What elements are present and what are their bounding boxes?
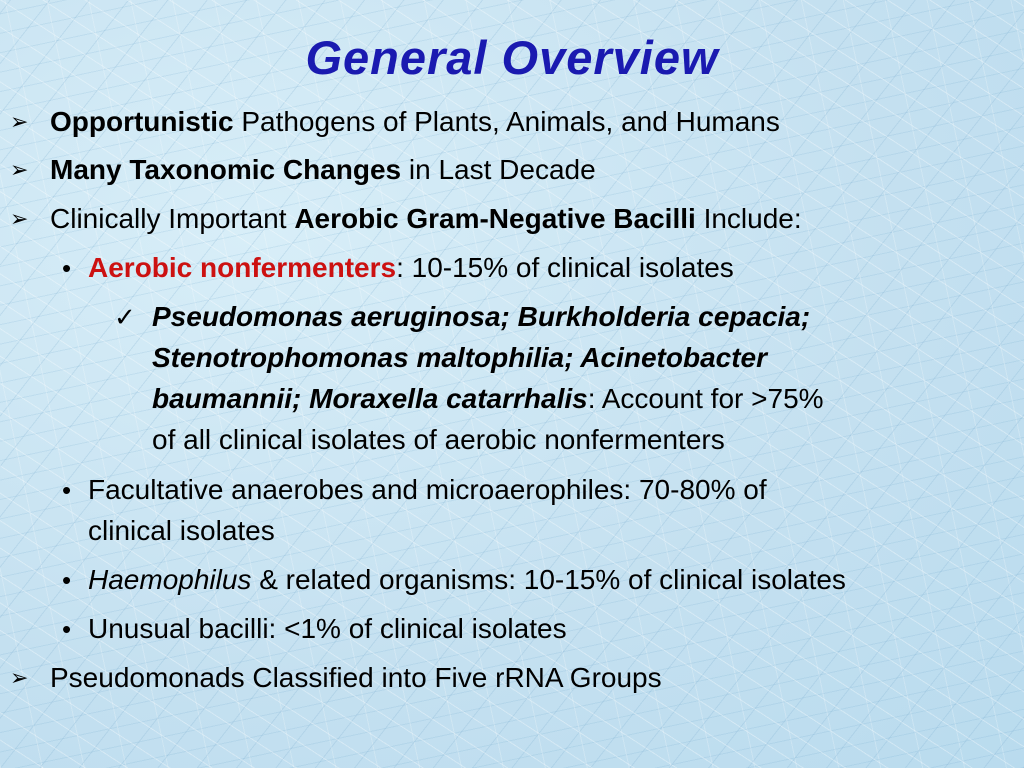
item-text: of all clinical isolates of aerobic nonfermenters xyxy=(152,424,725,455)
item-text: : Account for >75% xyxy=(587,383,824,414)
species-line: Pseudomonas aeruginosa; Burkholderia cepacia; xyxy=(152,301,811,332)
item-text: Include: xyxy=(695,203,802,234)
dot-bullet-icon: • xyxy=(62,475,72,505)
sub-item-unusual-bacilli xyxy=(62,609,567,649)
check-bullet-icon: ✓ xyxy=(114,302,136,332)
item-text: & related organisms: 10-15% of clinical isolates xyxy=(251,564,846,595)
sub-item-haemophilus xyxy=(62,560,846,600)
arrow-bullet-icon: ➢ xyxy=(10,206,29,231)
sub-item-facultative-anaerobes-cont xyxy=(88,511,275,551)
item-text: clinical isolates xyxy=(88,515,275,546)
item-text: : 10-15% of clinical isolates xyxy=(396,252,734,283)
item-bold-text: Aerobic Gram-Negative Bacilli xyxy=(294,203,696,234)
dot-bullet-icon: • xyxy=(62,614,72,644)
species-line-3 xyxy=(152,379,824,419)
arrow-bullet-icon: ➢ xyxy=(10,109,29,134)
dot-bullet-icon: • xyxy=(62,253,72,283)
item-text: Pseudomonads Classified into Five rRNA Groups xyxy=(50,662,662,693)
arrow-bullet-icon: ➢ xyxy=(10,665,29,690)
slide-title: General Overview xyxy=(305,31,719,84)
item-text: Pathogens of Plants, Animals, and Humans xyxy=(233,106,780,137)
bullet-item-clinically-important xyxy=(10,199,802,239)
item-bold-text: Many Taxonomic Changes xyxy=(50,154,402,185)
sub-item-aerobic-nonfermenters xyxy=(62,248,734,288)
bullet-item-opportunistic xyxy=(10,102,780,142)
item-text: in Last Decade xyxy=(401,154,596,185)
species-line: baumannii; Moraxella catarrhalis xyxy=(152,383,588,414)
item-text: Clinically Important xyxy=(50,203,295,234)
species-line: Stenotrophomonas maltophilia; Acinetobacter xyxy=(152,342,768,373)
species-item xyxy=(114,297,811,337)
item-bold-text: Opportunistic xyxy=(50,106,234,137)
item-text: Facultative anaerobes and microaerophiles: 70-80% of xyxy=(88,474,767,505)
item-text: Unusual bacilli: <1% of clinical isolates xyxy=(88,613,567,644)
species-line-2 xyxy=(152,338,767,378)
arrow-bullet-icon: ➢ xyxy=(10,157,29,182)
sub-item-facultative-anaerobes xyxy=(62,470,767,510)
bullet-item-taxonomic-changes xyxy=(10,150,596,190)
item-highlight-text: Aerobic nonfermenters xyxy=(88,252,397,283)
species-line-4 xyxy=(152,420,725,460)
item-italic-text: Haemophilus xyxy=(88,564,252,595)
bullet-item-pseudomonads xyxy=(10,658,662,698)
dot-bullet-icon: • xyxy=(62,565,72,595)
